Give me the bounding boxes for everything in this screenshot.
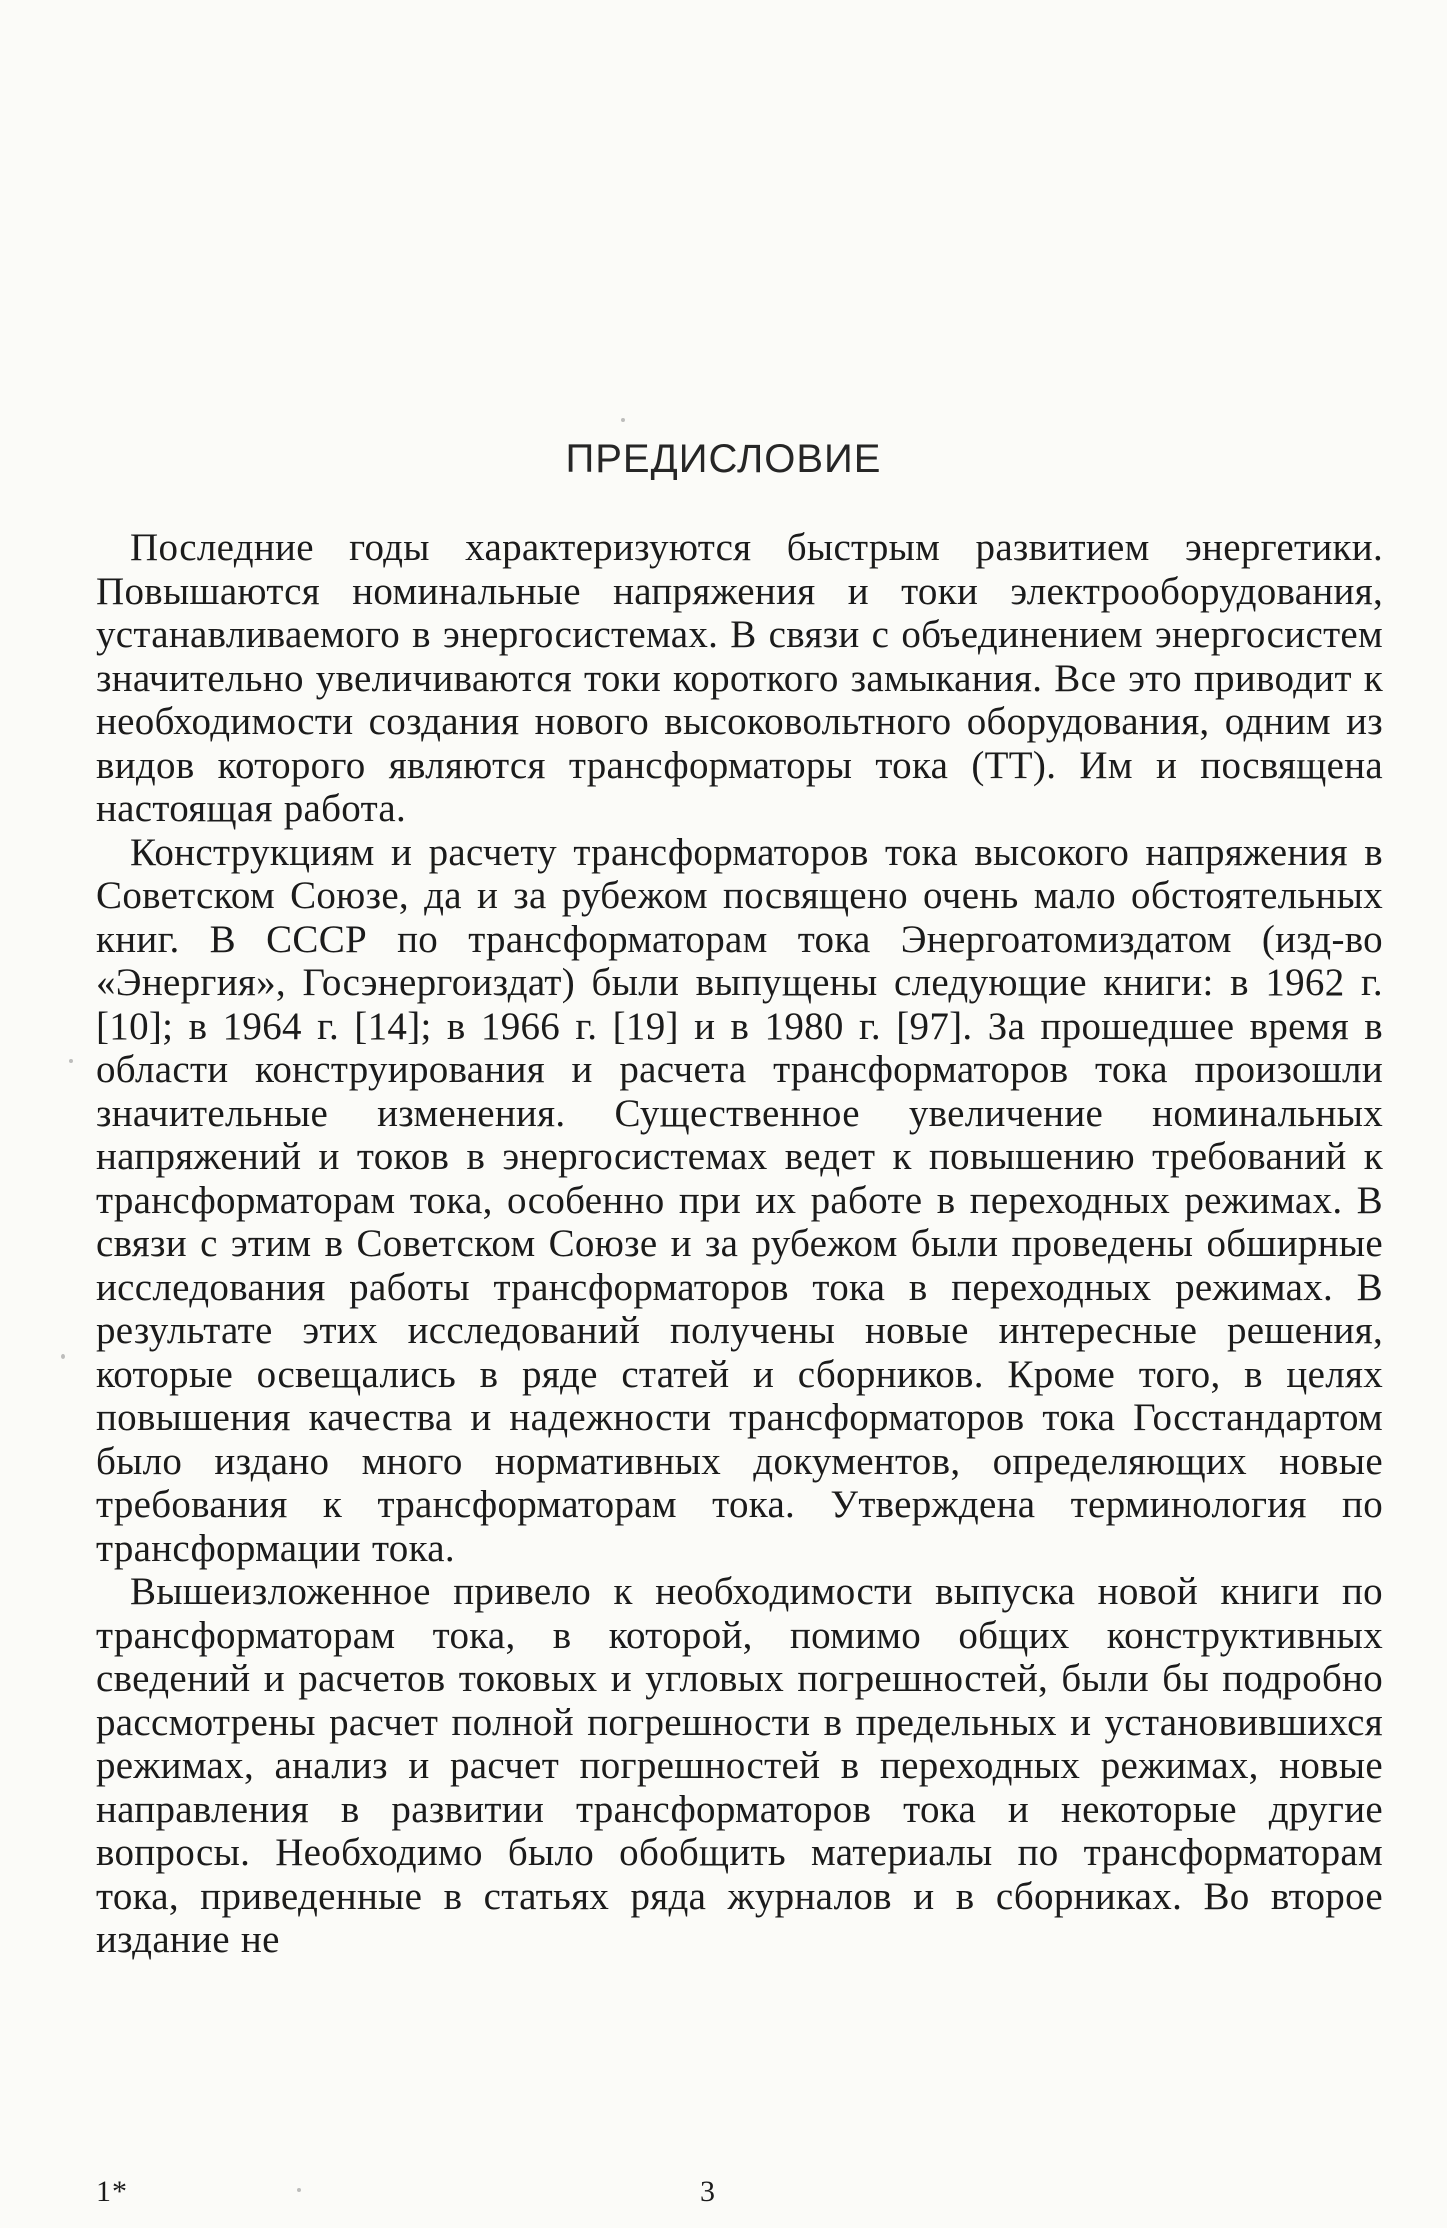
signature-mark: 1* [96, 2175, 128, 2208]
scan-speck [61, 1354, 65, 1359]
scan-speck [621, 418, 625, 422]
paragraph-3: Вышеизложенное привело к необходимости выпуска новой книги по трансформаторам тока, в которой, помимо общих конструктивных сведений и расчетов токовых и угловых погрешностей, были бы подробно рассмотрены расчет полной погрешности в предельных и установившихся режимах, анализ и расчет погрешностей в переходных режимах, новые направления в развитии трансформаторов тока и некоторые другие вопросы. Необходимо было обобщить материалы по трансформаторам тока, приведенные в статьях ряда журналов и в сборниках. Во второе издание не [96, 1570, 1383, 1961]
scan-speck [297, 2188, 301, 2192]
page-number: 3 [700, 2175, 716, 2208]
scan-speck [69, 1059, 73, 1063]
body-text [96, 526, 1383, 1962]
paragraph-2: Конструкциям и расчету трансформаторов тока высокого напряжения в Советском Союзе, да и за рубежом посвящено очень мало обстоятельных книг. В СССР по трансформаторам тока Энергоатомиздатом (изд-во «Энергия», Госэнергоиздат) были выпущены следующие книги: в 1962 г. [10]; в 1964 г. [14]; в 1966 г. [19] и в 1980 г. [97]. За прошедшее время в области конструирования и расчета трансформаторов тока произошли значительные изменения. Существенное увеличение номинальных напряжений и токов в энергосистемах ведет к повышению требований к трансформаторам тока, особенно при их работе в переходных режимах. В связи с этим в Советском Союзе и за рубежом были проведены обширные исследования работы трансформаторов тока в переходных режимах. В результате этих исследований получены новые интересные решения, которые освещались в ряде статей и сборников. Кроме того, в целях повышения качества и надежности трансформаторов тока Госстандартом было издано много нормативных документов, определяющих новые требования к трансформаторам тока. Утверждена терминология по трансформации тока. [96, 830, 1383, 1570]
page-title: ПРЕДИСЛОВИЕ [565, 437, 882, 481]
paragraph-1: Последние годы характеризуются быстрым развитием энергетики. Повышаются номинальные напряжения и токи электрооборудования, устанавливаемого в энергосистемах. В связи с объединением энергосистем значительно увеличиваются токи короткого замыкания. Все это приводит к необходимости создания нового высоковольтного оборудования, одним из видов которого являются трансформаторы тока (ТТ). Им и посвящена настоящая работа. [96, 526, 1383, 830]
